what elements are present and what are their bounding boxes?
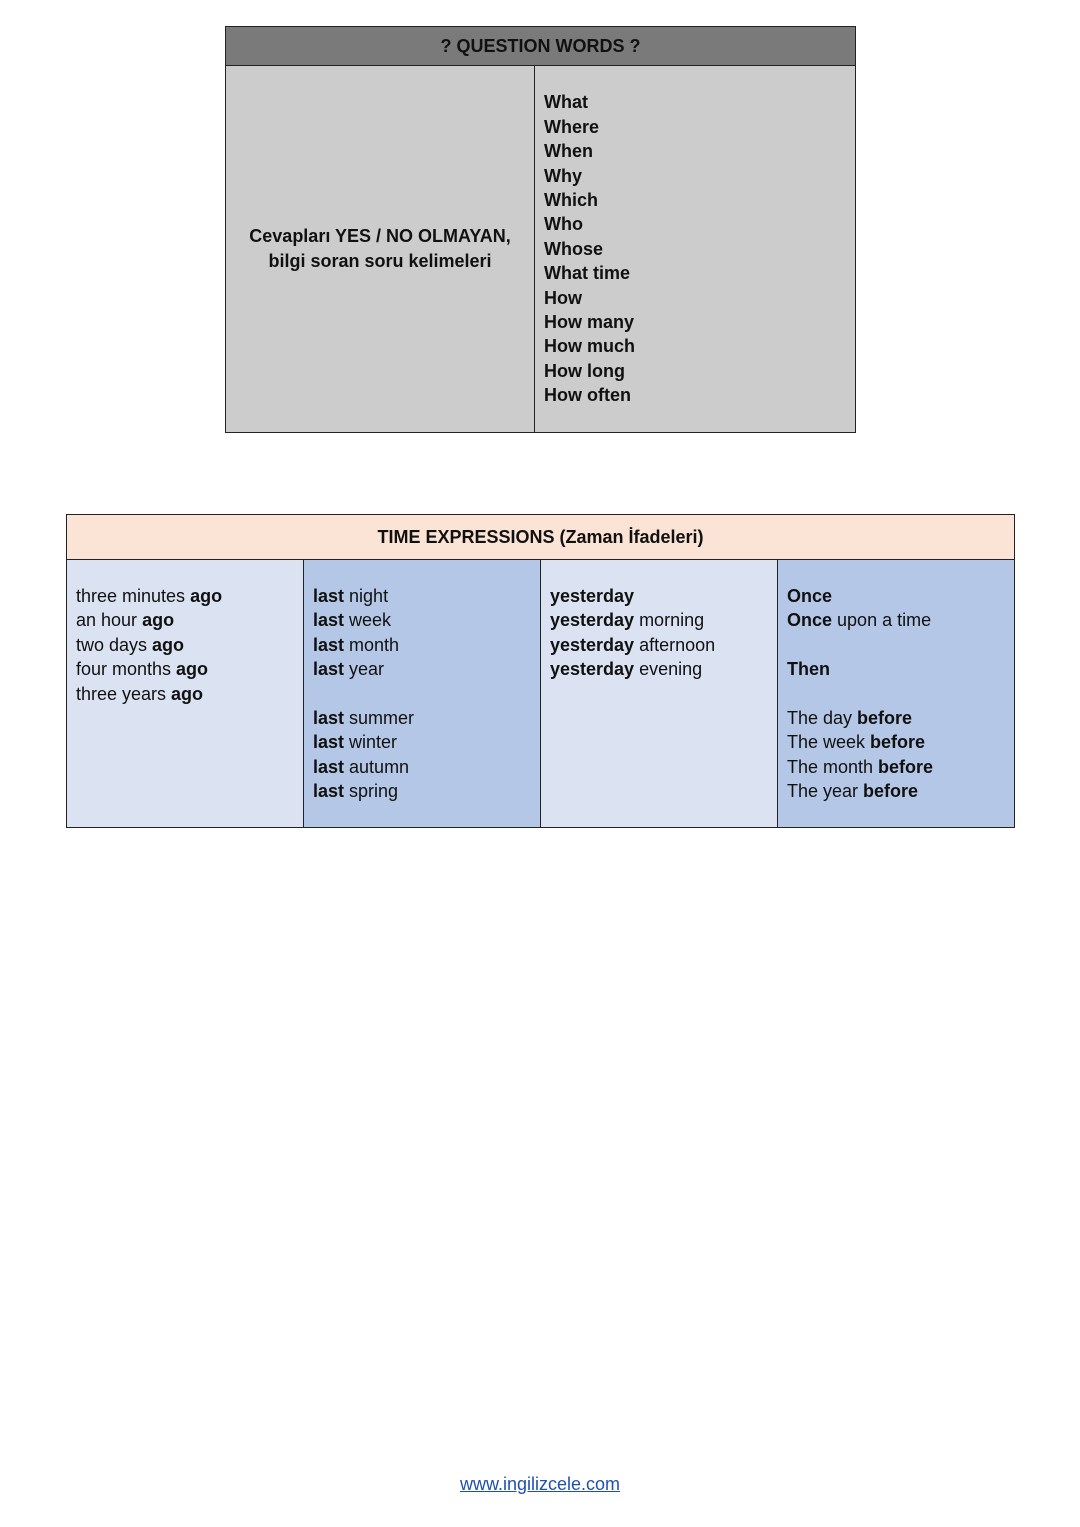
time-expression-keyword: last: [313, 756, 345, 777]
time-expression-keyword: last: [313, 634, 345, 655]
time-expressions-table: [66, 514, 1015, 828]
time-expression: [550, 682, 777, 706]
question-word: When: [544, 141, 593, 162]
time-expression-text: week: [344, 610, 392, 631]
time-expression: [313, 657, 540, 681]
time-expression: [550, 730, 777, 754]
time-expression: [787, 755, 1014, 779]
time-column-ago: [67, 560, 304, 828]
time-expression-keyword: ago: [190, 586, 223, 606]
time-expression: [787, 608, 1014, 632]
time-expression: [313, 682, 540, 706]
time-expression-keyword: Then: [787, 659, 830, 680]
question-words-list: [535, 66, 856, 433]
time-expression-text: evening: [634, 659, 703, 680]
time-expression: [76, 682, 303, 706]
question-words-description: [226, 66, 535, 433]
time-expression: [313, 706, 540, 730]
time-expression-keyword: last: [313, 707, 345, 728]
time-expression-keyword: ago: [171, 683, 204, 704]
time-expression: [550, 633, 777, 657]
time-expression-keyword: yesterday: [550, 586, 635, 606]
question-word: How much: [544, 336, 636, 357]
question-words-table: [225, 26, 856, 433]
time-expression: [313, 584, 540, 608]
time-expression: [550, 755, 777, 779]
time-expression: [787, 779, 1014, 803]
website-link[interactable]: www.ingilizcele.com: [459, 1474, 621, 1494]
time-expression: [787, 657, 1014, 681]
time-expression: [76, 730, 303, 754]
time-expression-keyword: last: [313, 781, 345, 802]
question-word: Who: [544, 214, 583, 235]
time-expression-text: spring: [344, 781, 399, 802]
description-line: Cevapları YES / NO OLMAYAN,: [249, 226, 511, 246]
time-expression: [550, 657, 777, 681]
time-expression-keyword: last: [313, 659, 345, 680]
time-expression: [787, 706, 1014, 730]
time-expression: [76, 633, 303, 657]
time-expression-text: summer: [344, 707, 415, 728]
time-expression-keyword: before: [863, 781, 919, 802]
time-expression-keyword: Once: [787, 610, 833, 631]
time-expression: [787, 730, 1014, 754]
time-column-last: [304, 560, 541, 828]
time-expression: [550, 584, 777, 608]
time-expression: [313, 779, 540, 803]
question-words-title: ? QUESTION WORDS ?: [226, 27, 856, 66]
time-expression-keyword: before: [878, 756, 934, 777]
time-expression: [76, 706, 303, 730]
time-expression-text: morning: [634, 610, 705, 631]
question-word: How long: [544, 360, 625, 381]
time-expression-text: year: [344, 659, 385, 680]
time-expression-text: an hour: [76, 610, 143, 631]
time-expression-keyword: before: [857, 707, 913, 728]
time-expression: [76, 657, 303, 681]
time-expression-keyword: last: [313, 610, 345, 631]
time-expression-text: three years: [76, 683, 172, 704]
time-expression-text: The day: [787, 707, 858, 728]
time-expression: [787, 633, 1014, 657]
time-expression: [787, 682, 1014, 706]
question-word: How: [544, 287, 582, 308]
time-expression: [550, 608, 777, 632]
question-word: What time: [544, 263, 631, 284]
time-expression: [76, 584, 303, 608]
time-expression-text: winter: [344, 732, 398, 753]
question-word: Which: [544, 189, 598, 210]
time-expressions-title: TIME EXPRESSIONS (Zaman İfadeleri): [67, 515, 1015, 560]
footer: [0, 1474, 1080, 1495]
time-expression-text: three minutes: [76, 586, 191, 606]
time-expression: [313, 755, 540, 779]
time-expression-text: The year: [787, 781, 864, 802]
time-expression: [550, 706, 777, 730]
time-expression-text: month: [344, 634, 400, 655]
time-column-yesterday: [541, 560, 778, 828]
time-expression-text: autumn: [344, 756, 410, 777]
time-expression-keyword: yesterday: [550, 610, 635, 631]
time-expression-keyword: last: [313, 732, 345, 753]
question-word: Whose: [544, 238, 604, 259]
time-expression: [787, 584, 1014, 608]
question-word: Why: [544, 165, 582, 186]
time-expression-text: four months: [76, 659, 177, 680]
time-expression-text: The month: [787, 756, 879, 777]
time-expression-text: The week: [787, 732, 871, 753]
time-expression-keyword: ago: [142, 610, 175, 631]
question-word: What: [544, 92, 588, 113]
time-expression: [550, 779, 777, 803]
time-expression: [76, 608, 303, 632]
time-expression: [313, 730, 540, 754]
time-expression-keyword: ago: [152, 634, 185, 655]
time-expression-text: upon a time: [832, 610, 932, 631]
question-word: Where: [544, 116, 600, 137]
time-expression-keyword: Once: [787, 586, 833, 606]
description-line: bilgi soran soru kelimeleri: [268, 251, 492, 271]
time-column-narrative: [778, 560, 1015, 828]
time-expression: [313, 633, 540, 657]
time-expression-keyword: yesterday: [550, 659, 635, 680]
question-word: How many: [544, 312, 635, 333]
time-expression: [76, 779, 303, 803]
time-expression-keyword: before: [870, 732, 926, 753]
time-expression-keyword: last: [313, 586, 345, 606]
time-expression-keyword: yesterday: [550, 634, 635, 655]
time-expression-text: afternoon: [634, 634, 716, 655]
time-expression-keyword: ago: [176, 659, 209, 680]
time-expression-text: night: [344, 586, 389, 606]
time-expression-text: two days: [76, 634, 153, 655]
time-expression: [76, 755, 303, 779]
time-expression: [313, 608, 540, 632]
question-word: How often: [544, 385, 631, 406]
